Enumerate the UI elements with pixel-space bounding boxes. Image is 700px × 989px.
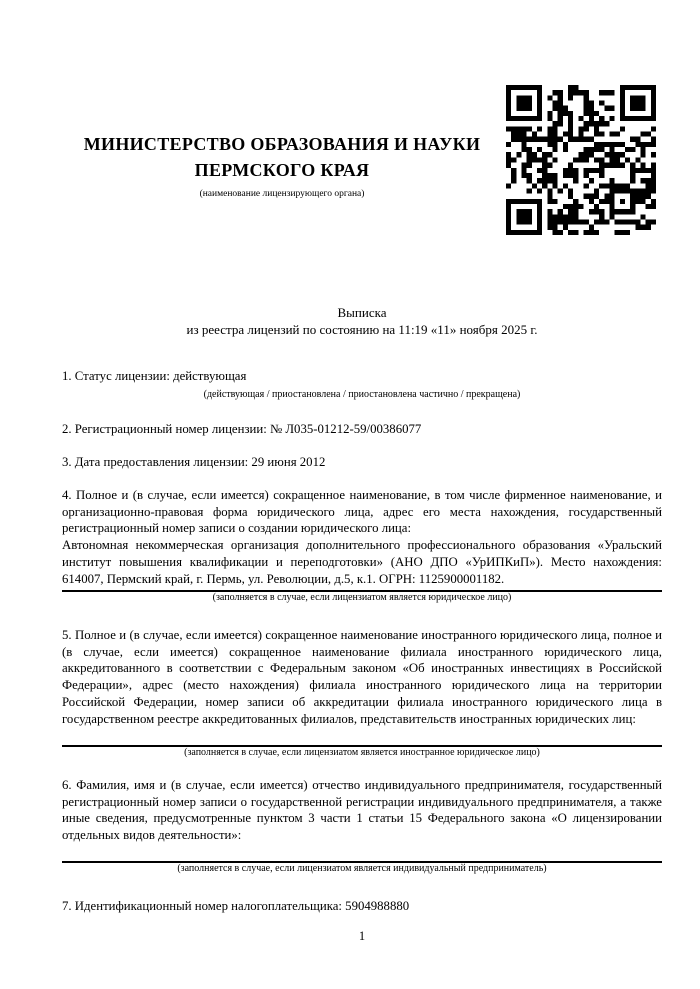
document-title-block (62, 304, 662, 338)
item-1-status-options-note: (действующая / приостановлена / приостановлена частично / прекращена) (203, 389, 521, 400)
item-1-license-status: 1. Статус лицензии: действующая (62, 369, 247, 383)
blank-fill-space (62, 844, 662, 858)
item-7-taxpayer-id: 7. Идентификационный номер налогоплательщика: 5904988880 (62, 899, 410, 913)
ministry-name-line2: ПЕРМСКОГО КРАЯ (194, 160, 370, 180)
item-4-legal-entity-section (62, 487, 662, 604)
qr-code-icon (505, 85, 657, 235)
item-6-label: 6. Фамилия, имя и (в случае, если имеется) отчество индивидуального предпринимателя, государственный регистрационный номер записи о государственной регистрации индивидуального предпринимателя, а также иные сведения, предусмотренные пунктом 3 части 1 статьи 15 Федерального закона «О лицензировании отдельных видов деятельности»: (62, 778, 662, 843)
document-subtitle: из реестра лицензий по состоянию на 11:19 «11» ноября 2025 г. (186, 322, 538, 337)
ministry-name-line1: МИНИСТЕРСТВО ОБРАЗОВАНИЯ И НАУКИ (83, 134, 481, 154)
item-6-fill-note: (заполняется в случае, если лицензиатом является индивидуальный предприниматель) (177, 862, 547, 874)
item-5-label: 5. Полное и (в случае, если имеется) сокращенное наименование иностранного юридического лица, полное и (в случае, если имеется) сокращенное наименование филиала иностранного юридического лица, аккредитованного в соответствии с Федеральным законом «Об иностранных инвестициях в Российской Федерации», адрес (место нахождения) филиала иностранного юридического лица на территории Российской Федерации, номер записи об аккредитации филиала иностранного юридического лица в государственном реестре аккредитованных филиалов, представительств иностранных юридических лиц: (62, 628, 662, 726)
item-5-foreign-entity-section (62, 627, 662, 759)
blank-fill-space (62, 727, 662, 742)
item-4-fill-note: (заполняется в случае, если лицензиатом является юридическое лицо) (212, 592, 512, 604)
item-2-registration-number: 2. Регистрационный номер лицензии: № Л035-01212-59/00386077 (62, 422, 422, 436)
item-3-grant-date: 3. Дата предоставления лицензии: 29 июня 2012 (62, 455, 326, 469)
document-title: Выписка (337, 305, 387, 320)
licensing-authority-note: (наименование лицензирующего органа) (199, 189, 365, 199)
item-6-entrepreneur-section (62, 777, 662, 875)
page-number: 1 (358, 929, 366, 943)
item-5-fill-note: (заполняется в случае, если лицензиатом является иностранное юридическое лицо) (184, 747, 540, 759)
item-4-label: 4. Полное и (в случае, если имеется) сокращенное наименование, в том числе фирменное наименование, и организационно-правовая форма юридического лица, адрес его места нахождения, государственный регистрационный номер записи о создании юридического лица: (62, 488, 662, 536)
item-4-value: Автономная некоммерческая организация дополнительного профессионального образования «Уральский институт повышения квалификации и переподготовки» (АНО ДПО «УрИПКиП»). Место нахождения: 614007, Пермский край, г. Пермь, ул. Революции, д.5, к.1. ОГРН: 1125900001182. (62, 538, 662, 586)
licensing-authority-header (62, 131, 502, 200)
